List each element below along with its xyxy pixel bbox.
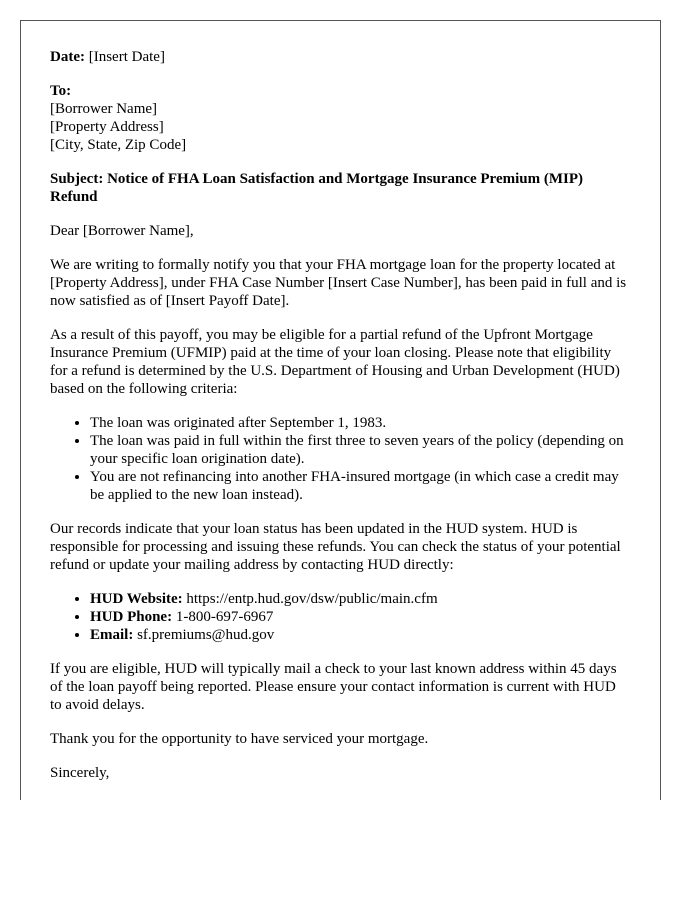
contact-value-link: https://entp.hud.gov/dsw/public/main.cfm (182, 591, 438, 607)
criteria-item: • You are not refinancing into another FHA-insured mortgage (in which case a credit may be applied to the new loan instead). (90, 468, 630, 504)
paragraph-hud-status: Our records indicate that your loan status has been updated in the HUD system. HUD is responsible for processing and issuing these refunds. You can check the status of your potential refund or update your mailing address by contacting HUD directly: (50, 521, 621, 573)
criteria-item: • The loan was paid in full within the first three to seven years of the policy (depending on your specific loan origination date). (90, 432, 630, 468)
closing: Sincerely, (50, 765, 110, 781)
to-label: To: (50, 83, 72, 99)
paragraph-thanks: Thank you for the opportunity to have serviced your mortgage. (50, 731, 429, 747)
recipient-name: [Borrower Name] (50, 101, 158, 117)
date-label: Date: (50, 49, 85, 65)
contact-value: sf.premiums@hud.gov (133, 627, 275, 643)
contact-item-website (90, 590, 630, 608)
salutation: Dear [Borrower Name], (50, 223, 194, 239)
contact-item-phone (90, 608, 630, 626)
paragraph-notification: We are writing to formally notify you that your FHA mortgage loan for the property located at [Property Address], under FHA Case Number [Insert Case Number], has been paid in full and is now satisfied as of [Insert Payoff Date]. (50, 257, 627, 309)
date-value: [Insert Date] (88, 49, 165, 65)
subject-line (50, 170, 630, 206)
recipient-block (50, 82, 630, 154)
criteria-item: • The loan was originated after September 1, 1983. (90, 414, 630, 432)
paragraph-refund-timing: If you are eligible, HUD will typically mail a check to your last known address within 45 days of the loan payoff being reported. Please ensure your contact information is current with HUD to avoid delays. (50, 661, 617, 713)
contact-list (50, 590, 630, 644)
contact-label: HUD Phone: (90, 609, 173, 625)
recipient-city-state-zip: [City, State, Zip Code] (50, 137, 187, 153)
recipient-address: [Property Address] (50, 119, 164, 135)
contact-label: Email: (90, 627, 134, 643)
contact-value: 1-800-697-6967 (172, 609, 274, 625)
letter-body (50, 48, 630, 798)
date-line (50, 48, 630, 66)
paragraph-refund-eligibility: As a result of this payoff, you may be eligible for a partial refund of the Upfront Mortgage Insurance Premium (UFMIP) paid at the time of your loan closing. Please note that eligibility for a refund is determined by the U.S. Department of Housing and Urban Development (HUD) based on the following criteria: (50, 327, 620, 397)
subject-text: Subject: Notice of FHA Loan Satisfaction and Mortgage Insurance Premium (MIP) Refund (50, 171, 583, 205)
criteria-list (50, 414, 630, 504)
contact-label: HUD Website: (90, 591, 183, 607)
letter-page (20, 20, 661, 800)
contact-item-email (90, 626, 630, 644)
